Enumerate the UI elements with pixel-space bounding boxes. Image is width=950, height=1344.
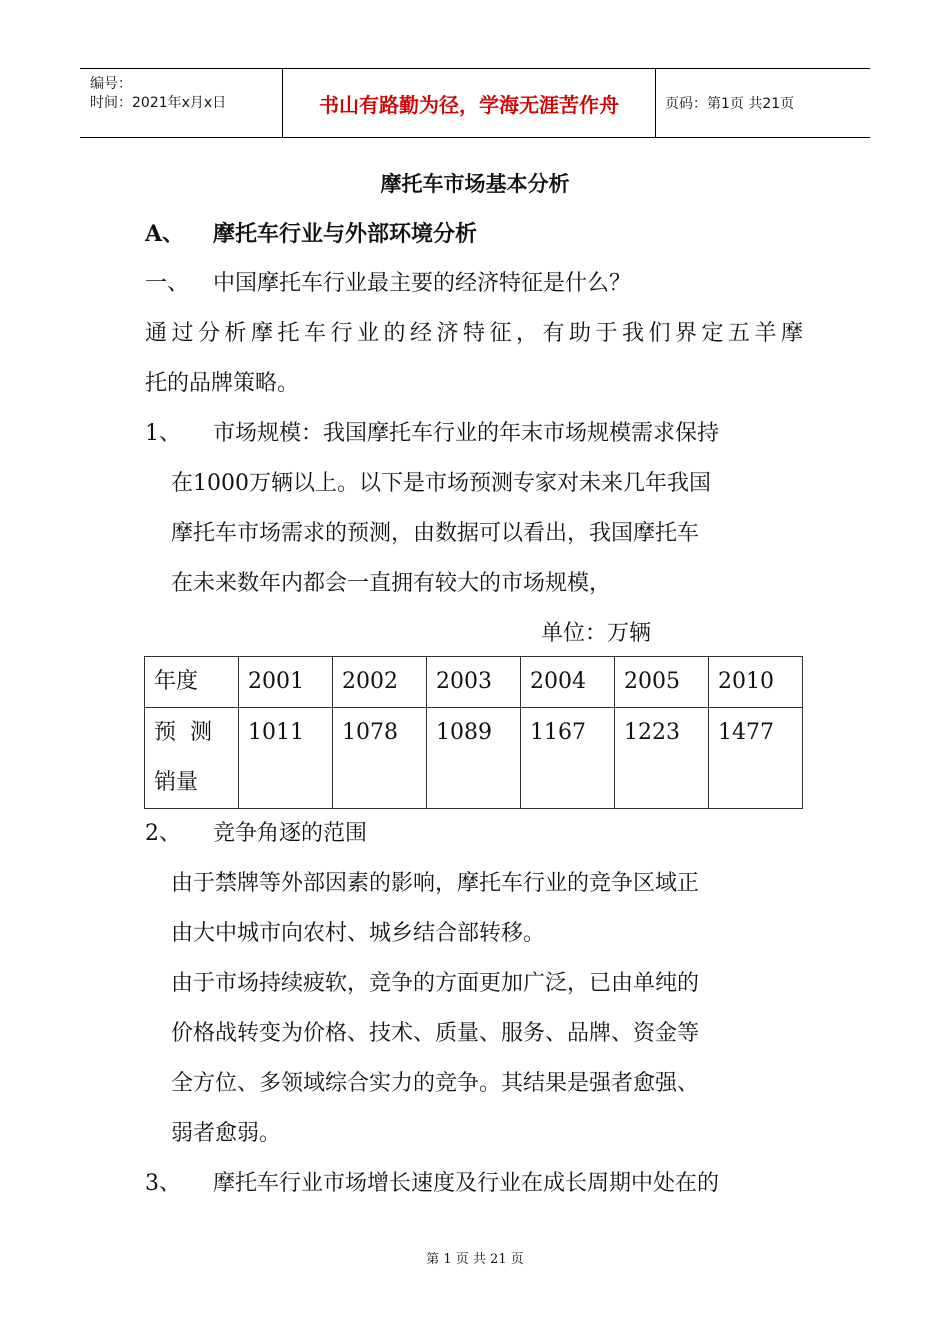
header-left-cell (80, 69, 282, 137)
page-info: 页码：第1页 共21页 (665, 96, 795, 112)
table-cell: 年度 (145, 657, 239, 708)
item-2-heading (145, 819, 367, 849)
item-3-text: 摩托车行业市场增长速度及行业在成长周期中处在的 (213, 1171, 720, 1196)
motto-text: 书山有路勤为径，学海无涯苦作舟 (319, 92, 619, 117)
header-page-cell (655, 69, 870, 137)
item-2-line-1: 由于禁牌等外部因素的影响，摩托车行业的竞争区域正 (171, 871, 700, 896)
item-2-line-4: 价格战转变为价格、技术、质量、服务、品牌、资金等 (171, 1021, 700, 1046)
item-2-line-3: 由于市场持续疲软，竞争的方面更加广泛，已由单纯的 (171, 971, 700, 996)
item-2-line-2: 由大中城市向农村、城乡结合部转移。 (171, 921, 546, 946)
section-a-text: 摩托车行业与外部环境分析 (213, 221, 478, 247)
item-1-text: 市场规模：我国摩托车行业的年末市场规模需求保持 (213, 421, 720, 446)
table-cell: 2001 (239, 657, 333, 708)
question-1-text: 中国摩托车行业最主要的经济特征是什么？ (213, 271, 632, 296)
table-cell: 1078 (333, 708, 427, 809)
table-row (145, 657, 803, 708)
item-1-line-4: 在未来数年内都会一直拥有较大的市场规模， (171, 571, 612, 596)
item-2-line-6: 弱者愈弱。 (171, 1121, 282, 1146)
number-label: 编号： (90, 76, 132, 92)
item-3-number: 3、 (145, 1171, 181, 1196)
item-3-heading (145, 1169, 719, 1199)
item-1-first-line (145, 419, 719, 449)
forecast-table (144, 656, 803, 809)
table-cell: 2004 (521, 657, 615, 708)
table-cell: 1477 (709, 708, 803, 809)
intro-line-2: 托的品牌策略。 (145, 371, 300, 396)
header-motto-cell (282, 69, 656, 137)
document-title: 摩托车市场基本分析 (380, 171, 570, 196)
intro-line-1: 通过分析摩托车行业的经济特征，有助于我们界定五羊摩 (145, 321, 803, 346)
time-label: 时间：2021年x月x日 (90, 95, 227, 111)
section-a-heading (145, 219, 477, 249)
question-1-number: 一、 (145, 271, 190, 296)
table-cell: 1011 (239, 708, 333, 809)
table-cell: 1089 (427, 708, 521, 809)
table-cell: 2002 (333, 657, 427, 708)
item-2-title: 竞争角逐的范围 (213, 821, 368, 846)
table-row (145, 708, 803, 809)
question-1 (145, 269, 631, 299)
page-footer: 第 1 页 共 21 页 (426, 1252, 524, 1267)
row-label-line-1: 预 测 (154, 720, 212, 745)
unit-label: 单位：万辆 (541, 621, 652, 646)
row-label-line-2: 销量 (154, 770, 199, 795)
item-2-line-5: 全方位、多领域综合实力的竞争。其结果是强者愈强、 (171, 1071, 700, 1096)
item-1-number: 1、 (145, 421, 181, 446)
item-1-line-2: 在1000万辆以上。以下是市场预测专家对未来几年我国 (171, 471, 711, 496)
table-cell (145, 708, 239, 809)
table-cell: 1167 (521, 708, 615, 809)
section-a-number: A、 (145, 221, 185, 247)
table-cell: 2005 (615, 657, 709, 708)
page-header (80, 68, 870, 138)
table-cell: 2003 (427, 657, 521, 708)
table-cell: 2010 (709, 657, 803, 708)
table-cell: 1223 (615, 708, 709, 809)
item-1-line-3: 摩托车市场需求的预测，由数据可以看出，我国摩托车 (171, 521, 700, 546)
item-2-number: 2、 (145, 821, 181, 846)
